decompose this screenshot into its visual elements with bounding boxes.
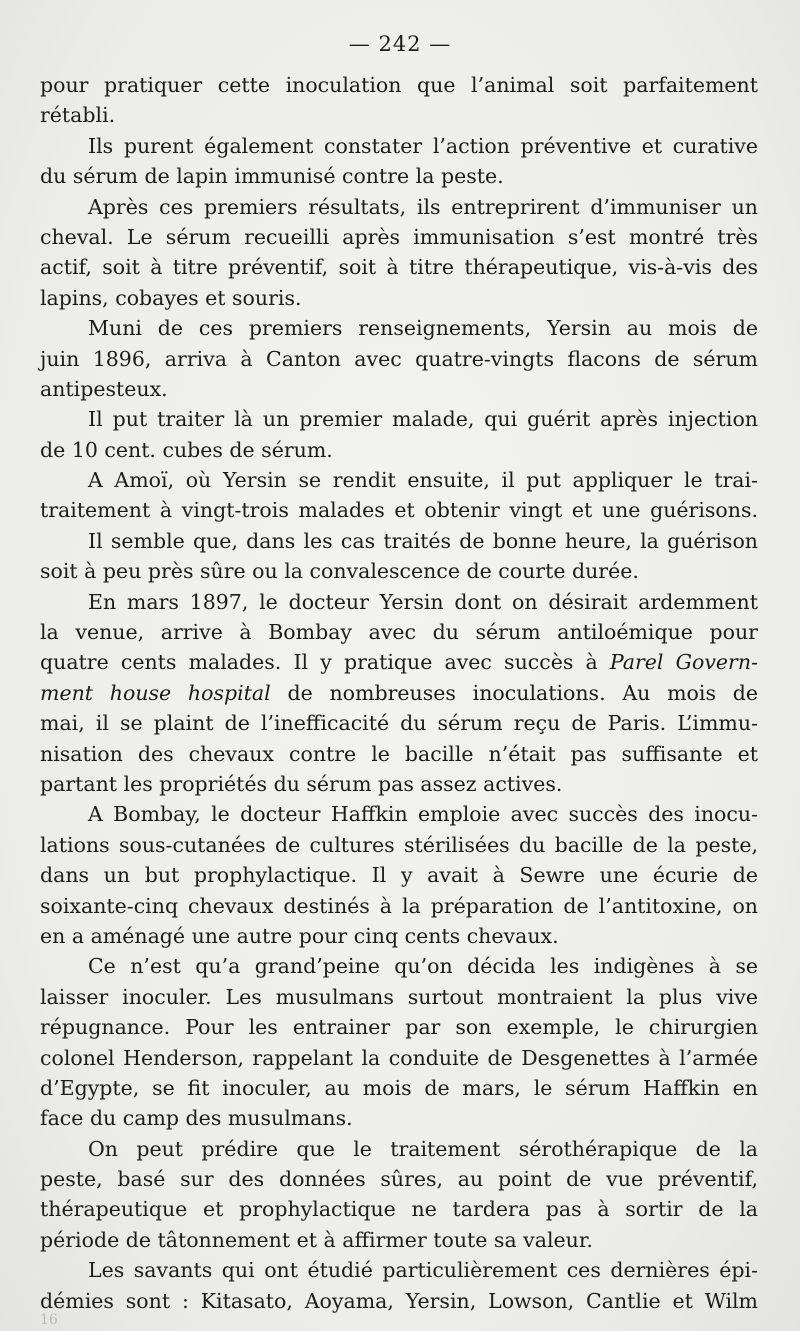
text-line xyxy=(40,1043,758,1073)
line-text: répugnance. Pour les entrainer par son exemple, le chirurgien xyxy=(40,1015,758,1040)
line-text: dans un but prophylactique. Il y avait à Sewre une écurie de xyxy=(40,863,758,888)
line-text: face du camp des musulmans. xyxy=(40,1106,353,1131)
text-line xyxy=(40,70,758,100)
line-text: Muni de ces premiers renseignements, Yersin au mois de xyxy=(88,316,758,341)
text-line xyxy=(40,435,758,465)
line-text: démies sont : Kitasato, Aoyama, Yersin, Lowson, Cantlie et Wilm xyxy=(40,1288,758,1313)
line-text: d’Egypte, se fit inoculer, au mois de mars, le sérum Haffkin en xyxy=(40,1075,758,1100)
page-number: — 242 — xyxy=(348,32,452,56)
text-line xyxy=(40,891,758,921)
text-line xyxy=(40,344,758,374)
line-text: rétabli. xyxy=(40,103,116,128)
text-line xyxy=(40,921,758,951)
line-text: la venue, arrive à Bombay avec du sérum antiloémique pour xyxy=(40,620,758,645)
line-text: pour pratiquer cette inoculation que l’animal soit parfaitement xyxy=(40,73,758,97)
line-text: Il semble que, dans les cas traités de bonne heure, la guérison xyxy=(88,528,758,553)
text-line xyxy=(40,587,758,617)
line-text: Les savants qui ont étudié particulièrement ces dernières épi- xyxy=(88,1258,758,1283)
text-line xyxy=(40,647,758,677)
text-line xyxy=(40,1225,758,1255)
line-text: cheval. Le sérum recueilli après immunisation s’est montré très xyxy=(40,224,758,249)
line-text: A Amoï, où Yersin se rendit ensuite, il put appliquer le trai- xyxy=(88,468,758,493)
line-text: du sérum de lapin immunisé contre la peste. xyxy=(40,164,504,189)
line-text: soit à peu près sûre ou la convalescence de courte durée. xyxy=(40,559,639,584)
text-line xyxy=(40,1194,758,1224)
text-line xyxy=(40,283,758,313)
line-text: A Bombay, le docteur Haffkin emploie avec succès des inocu- xyxy=(88,802,758,827)
line-text: colonel Henderson, rappelant la conduite de Desgenettes à l’armée xyxy=(40,1045,758,1070)
line-text: traitement à vingt-trois malades et obtenir vingt et une guérisons. xyxy=(40,498,758,523)
line-text: laisser inoculer. Les musulmans surtout montraient la plus vive xyxy=(40,984,758,1009)
line-text: soixante-cinq chevaux destinés à la préparation de l’antitoxine, on xyxy=(40,893,758,918)
line-text: nisation des chevaux contre le bacille n’était pas suffisante et xyxy=(40,741,758,766)
text-line xyxy=(40,951,758,981)
line-text: peste, basé sur des données sûres, au point de vue préventif, xyxy=(40,1167,758,1192)
text-line xyxy=(40,252,758,282)
text-line xyxy=(40,465,758,495)
line-text: juin 1896, arriva à Canton avec quatre-vingts flacons de sérum xyxy=(40,346,758,371)
text-line xyxy=(40,192,758,222)
text-line xyxy=(40,799,758,829)
line-text: Après ces premiers résultats, ils entreprirent d’immuniser un xyxy=(88,194,758,219)
line-text: de nombreuses inoculations. Au mois de xyxy=(270,680,758,705)
line-text: mai, il se plaint de l’inefficacité du sérum reçu de Paris. L’immu- xyxy=(40,711,758,736)
line-text: partant les propriétés du sérum pas assez actives. xyxy=(40,771,563,796)
text-line xyxy=(40,1073,758,1103)
line-text: thérapeutique et prophylactique ne tardera pas à sortir de la xyxy=(40,1197,758,1222)
text-line xyxy=(40,313,758,343)
line-text: de 10 cent. cubes de sérum. xyxy=(40,437,333,462)
italic-text: Parel Govern- xyxy=(609,650,758,675)
text-line xyxy=(40,1134,758,1164)
text-line xyxy=(40,100,758,130)
line-text: On peut prédire que le traitement sérothérapique de la xyxy=(88,1136,758,1161)
text-line xyxy=(40,131,758,161)
text-line xyxy=(40,739,758,769)
text-line xyxy=(40,161,758,191)
text-line xyxy=(40,374,758,404)
line-text: En mars 1897, le docteur Yersin dont on désirait ardemment xyxy=(88,589,758,614)
text-line xyxy=(40,830,758,860)
line-text: Il put traiter là un premier malade, qui guérit après injection xyxy=(88,407,758,432)
text-line xyxy=(40,982,758,1012)
text-line xyxy=(40,1012,758,1042)
line-text: quatre cents malades. Il y pratique avec succès à xyxy=(40,650,610,675)
signature-mark: 16 xyxy=(40,1312,58,1328)
text-line xyxy=(40,1103,758,1133)
line-text: période de tâtonnement et à affirmer toute sa valeur. xyxy=(40,1227,593,1252)
text-line xyxy=(40,1164,758,1194)
text-line xyxy=(40,1286,758,1316)
line-text: antipesteux. xyxy=(40,376,168,401)
line-text: en a aménagé une autre pour cinq cents chevaux. xyxy=(40,923,559,948)
line-text: Ce n’est qu’a grand’peine qu’on décida les indigènes à se xyxy=(88,954,758,979)
text-line xyxy=(40,769,758,799)
line-text: Ils purent également constater l’action préventive et curative xyxy=(88,133,758,158)
text-line xyxy=(40,860,758,890)
text-line xyxy=(40,222,758,252)
line-text: lations sous-cutanées de cultures stérilisées du bacille de la peste, xyxy=(40,832,758,857)
text-line xyxy=(40,708,758,738)
line-text: lapins, cobayes et souris. xyxy=(40,285,302,310)
text-line xyxy=(40,617,758,647)
italic-text: ment house hospital xyxy=(40,680,271,705)
line-text: actif, soit à titre préventif, soit à titre thérapeutique, vis-à-vis des xyxy=(40,255,758,280)
text-line xyxy=(40,1255,758,1285)
text-line xyxy=(40,495,758,525)
body-text xyxy=(40,70,758,1316)
text-line xyxy=(40,404,758,434)
text-line xyxy=(40,678,758,708)
text-line xyxy=(40,556,758,586)
text-line xyxy=(40,526,758,556)
